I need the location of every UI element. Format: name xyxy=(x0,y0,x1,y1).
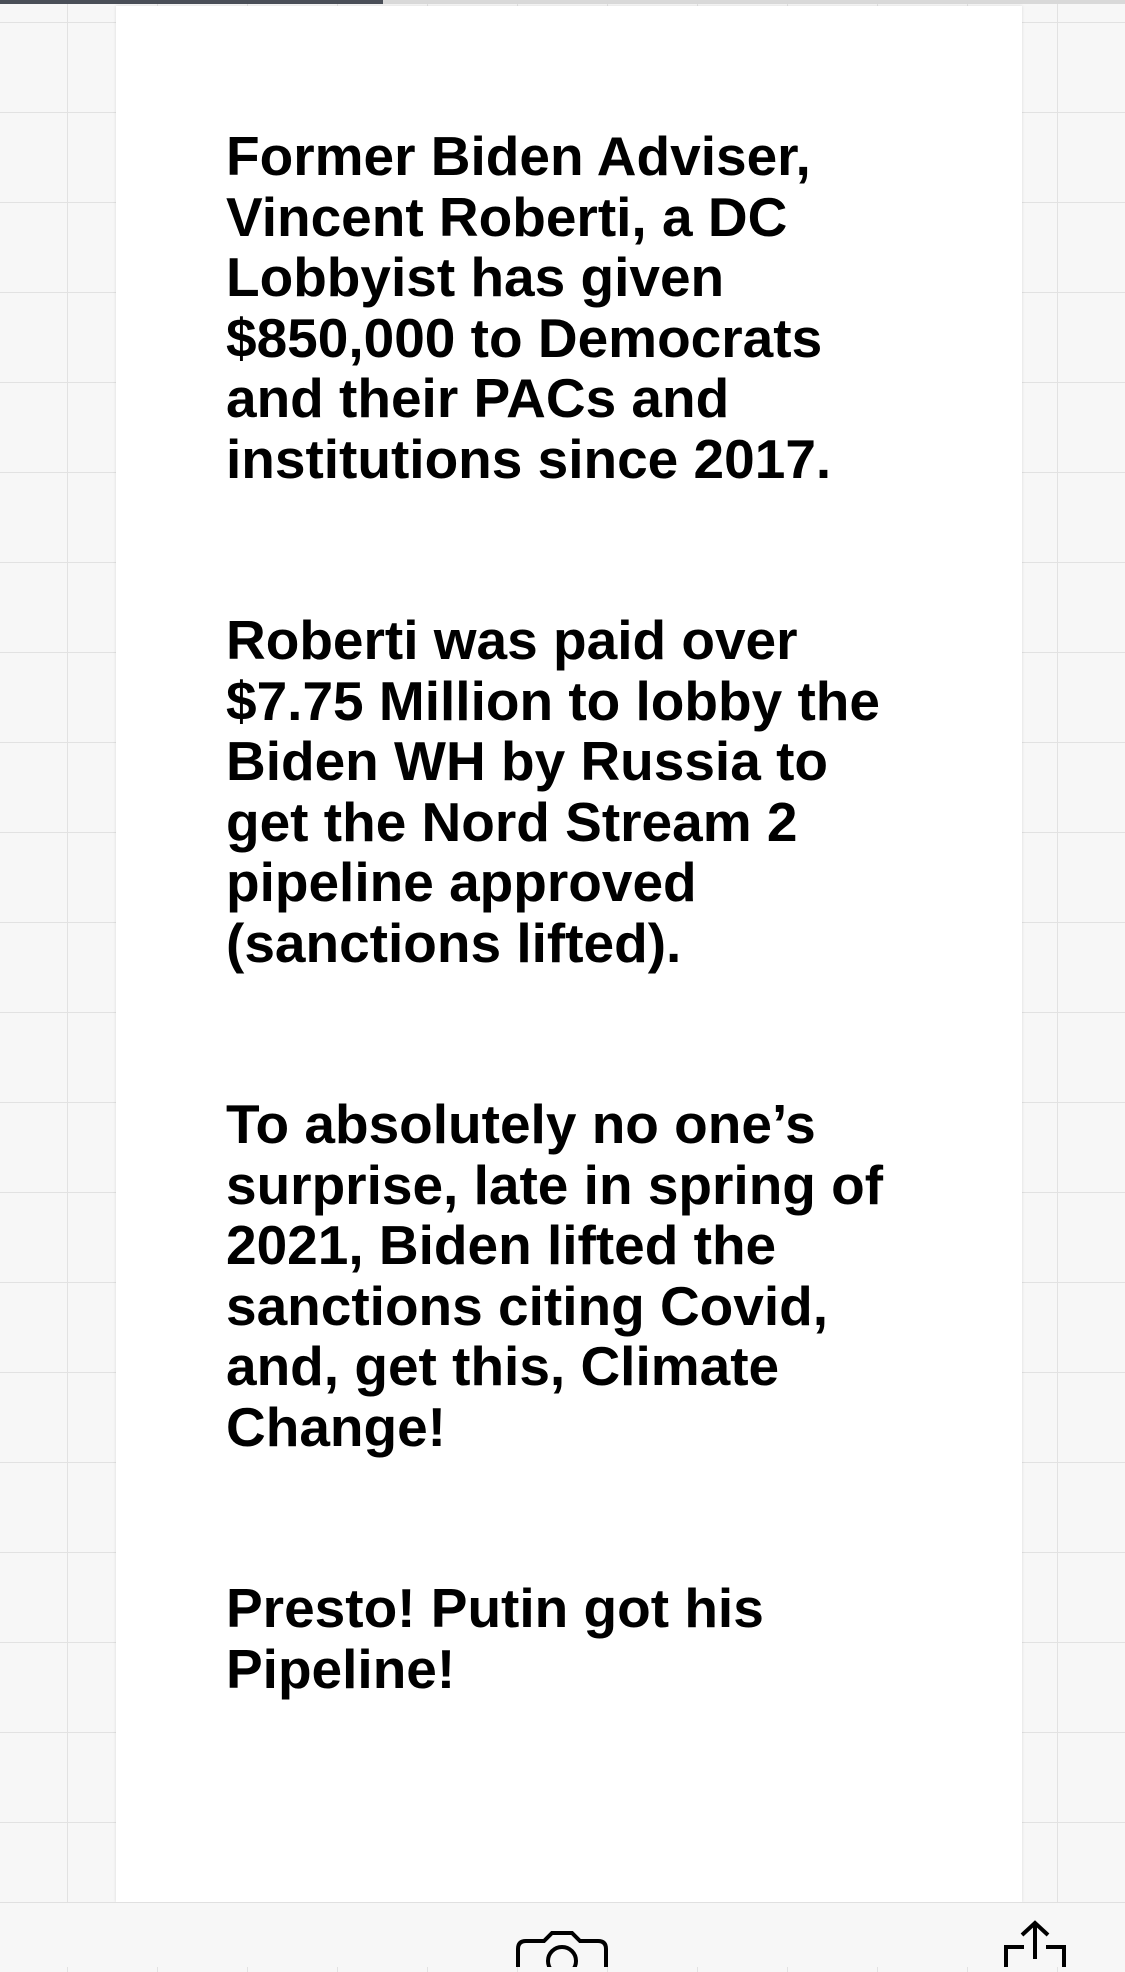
paragraph-adviser: Former Biden Adviser, Vincent Roberti, a DC Lobbyist has given $850,000 to Democrats and their PACs and institutions since 2017. xyxy=(226,125,832,490)
paragraph-lobbying: Roberti was paid over $7.75 Million to lobby the Biden WH by Russia to get the Nord Stream 2 pipeline approved (sanctions lifted). xyxy=(226,609,880,974)
bottom-toolbar xyxy=(0,1902,1125,1967)
top-strip xyxy=(383,0,1125,4)
share-icon[interactable] xyxy=(1000,1919,1070,1967)
progress-bar xyxy=(0,0,383,4)
note-text-block[interactable] xyxy=(226,126,946,1820)
paragraph-sanctions: To absolutely no one’s surprise, late in spring of 2021, Biden lifted the sanctions citing Covid, and, get this, Climate Change! xyxy=(226,1093,884,1458)
camera-icon[interactable] xyxy=(512,1927,612,1967)
paragraph-pipeline: Presto! Putin got his Pipeline! xyxy=(226,1577,764,1700)
note-page[interactable] xyxy=(116,6,1022,1902)
